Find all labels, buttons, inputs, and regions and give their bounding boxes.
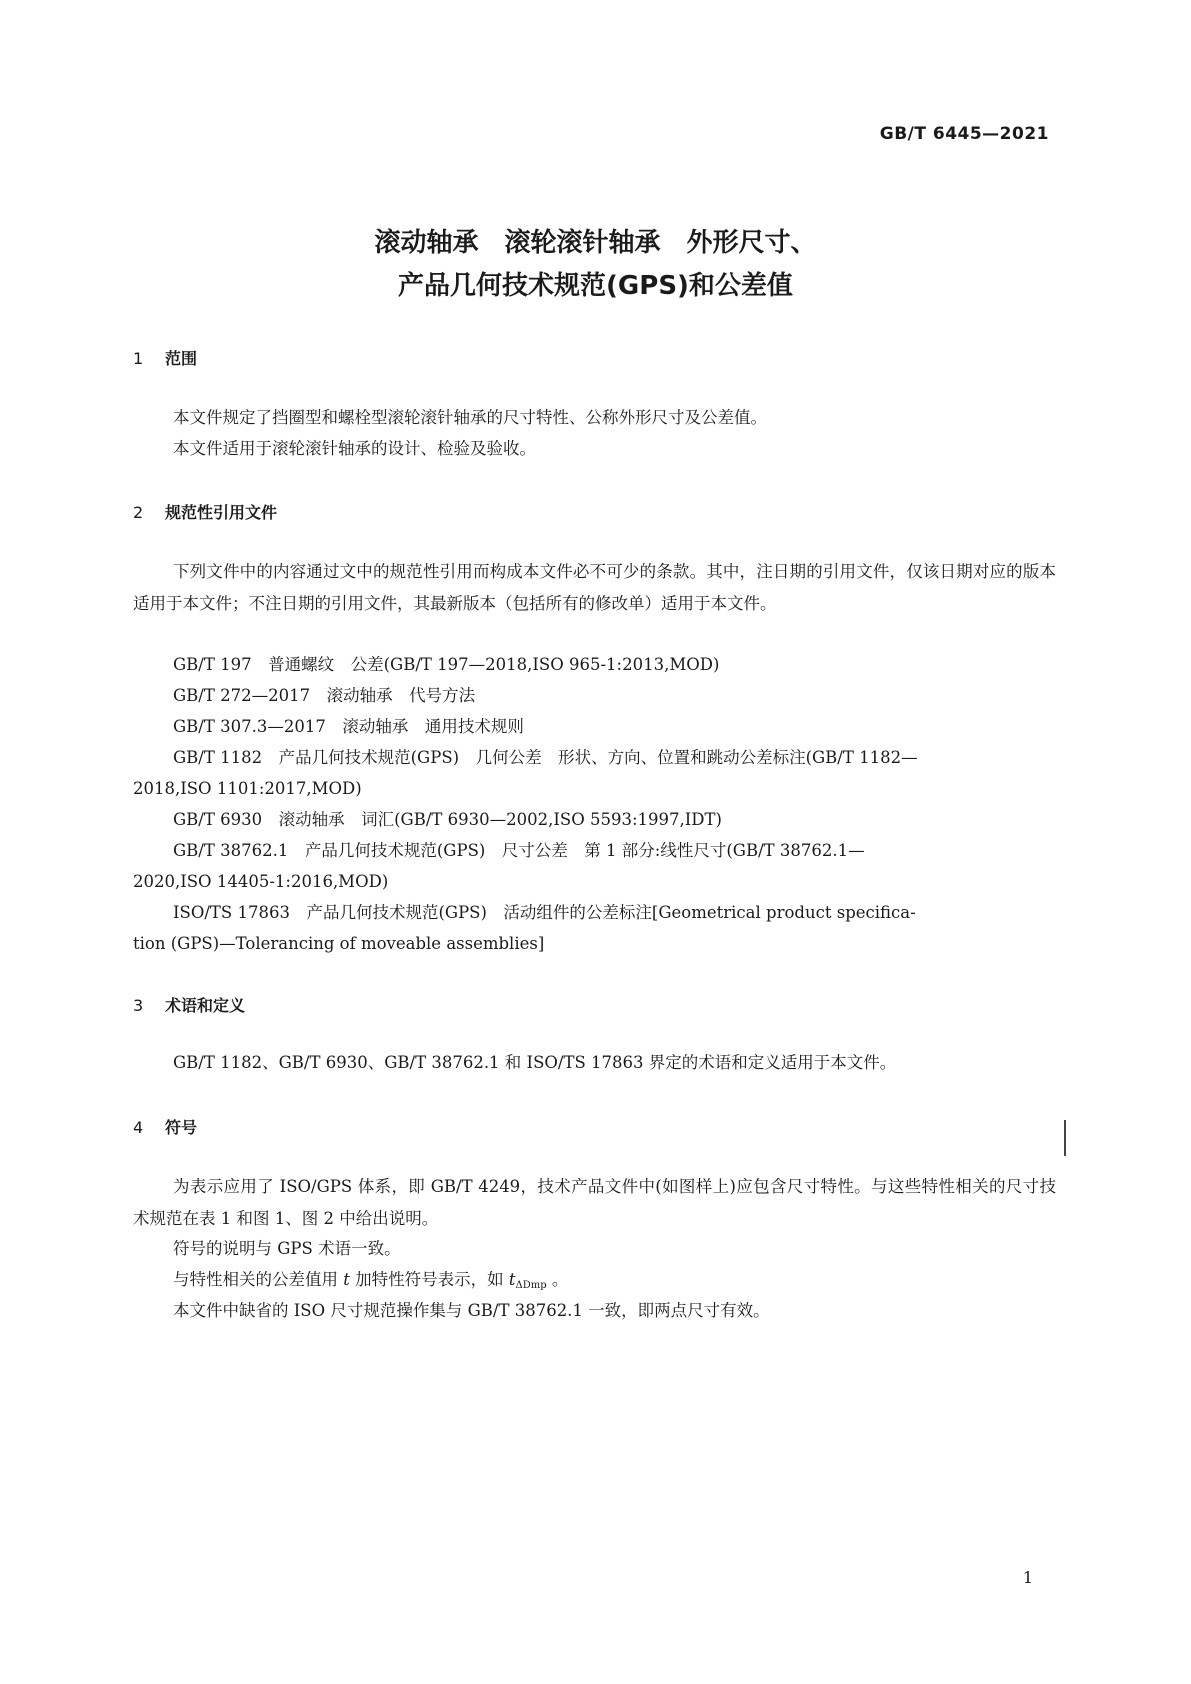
section-title: 范围 <box>165 349 198 368</box>
section-title: 规范性引用文件 <box>165 503 278 522</box>
change-bar <box>1064 1120 1066 1156</box>
paragraph: 本文件中缺省的 ISO 尺寸规范操作集与 GB/T 38762.1 一致，即两点尺寸有效。 <box>173 1301 770 1320</box>
section-number: 2 <box>133 503 144 522</box>
paragraph: 符号的说明与 GPS 术语一致。 <box>173 1239 401 1258</box>
reference-item-continuation: 2018,ISO 1101:2017,MOD) <box>133 779 362 798</box>
paragraph: 为表示应用了 ISO/GPS 体系，即 GB/T 4249，技术产品文件中(如图样上)应包含尺寸特性。与这些特性相关的尺寸技术规范在表 1 和图 1、图 2 中给出说明。 <box>133 1177 1056 1228</box>
reference-item: GB/T 272—2017 滚动轴承 代号方法 <box>173 686 476 705</box>
section-4-heading <box>133 1115 197 1138</box>
paragraph: 下列文件中的内容通过文中的规范性引用而构成本文件必不可少的条款。其中，注日期的引用文件，仅该日期对应的版本适用于本文件；不注日期的引用文件，其最新版本（包括所有的修改单）适用于本文件。 <box>133 562 1056 613</box>
section-number: 3 <box>133 996 144 1015</box>
symbol-t: t <box>508 1270 516 1289</box>
reference-item-continuation: 2020,ISO 14405-1:2016,MOD) <box>133 872 389 891</box>
standard-number: GB/T 6445—2021 <box>879 124 1049 144</box>
section-1-heading <box>133 346 197 369</box>
symbol-t: t <box>343 1270 350 1289</box>
document-title <box>0 222 1191 308</box>
section-number: 1 <box>133 349 144 368</box>
section-2-heading <box>133 500 277 523</box>
section-title: 符号 <box>165 1118 198 1137</box>
section-number: 4 <box>133 1118 144 1137</box>
text-run: 。 <box>546 1270 569 1289</box>
reference-item: GB/T 307.3—2017 滚动轴承 通用技术规则 <box>173 717 524 736</box>
section-title: 术语和定义 <box>165 996 246 1015</box>
reference-item: ISO/TS 17863 产品几何技术规范(GPS) 活动组件的公差标注[Geometrical product specifica- <box>173 903 916 922</box>
symbol-subscript: ΔDmp <box>515 1280 547 1291</box>
section-3-heading <box>133 993 245 1016</box>
text-run: 与特性相关的公差值用 <box>173 1270 344 1289</box>
title-line-1: 滚动轴承 滚轮滚针轴承 外形尺寸、 <box>374 228 817 258</box>
paragraph: 本文件适用于滚轮滚针轴承的设计、检验及验收。 <box>173 439 536 458</box>
paragraph: 本文件规定了挡圈型和螺栓型滚轮滚针轴承的尺寸特性、公称外形尺寸及公差值。 <box>173 408 767 427</box>
reference-item: GB/T 1182 产品几何技术规范(GPS) 几何公差 形状、方向、位置和跳动公差标注(GB/T 1182— <box>173 748 918 767</box>
reference-item: GB/T 197 普通螺纹 公差(GB/T 197—2018,ISO 965-1:2013,MOD) <box>173 655 720 674</box>
reference-item-continuation: tion (GPS)—Tolerancing of moveable assemblies] <box>133 934 545 953</box>
title-line-2: 产品几何技术规范(GPS)和公差值 <box>398 271 793 301</box>
page-number: 1 <box>1022 1568 1033 1587</box>
reference-item: GB/T 38762.1 产品几何技术规范(GPS) 尺寸公差 第 1 部分:线性尺寸(GB/T 38762.1— <box>173 841 865 860</box>
reference-item: GB/T 6930 滚动轴承 词汇(GB/T 6930—2002,ISO 5593:1997,IDT) <box>173 810 722 829</box>
text-run: 加特性符号表示，如 <box>349 1270 509 1289</box>
paragraph: GB/T 1182、GB/T 6930、GB/T 38762.1 和 ISO/TS 17863 界定的术语和定义适用于本文件。 <box>173 1053 897 1072</box>
